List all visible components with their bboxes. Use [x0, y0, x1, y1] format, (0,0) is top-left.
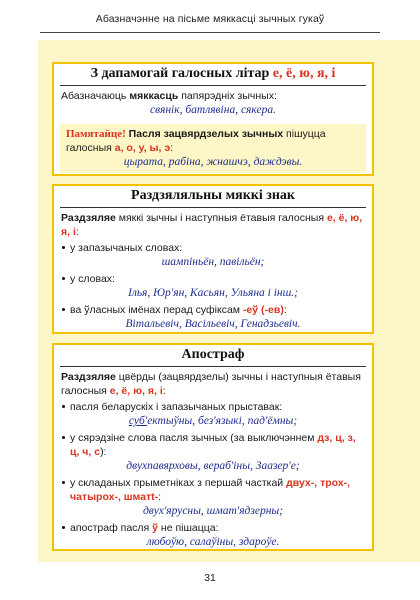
page-number: 31 [204, 572, 216, 584]
apostrophe-bullet-4: апостраф пасля ў не пішацца: [54, 519, 372, 535]
apostrophe-section [52, 343, 374, 551]
vowels-section [52, 62, 374, 176]
apostrophe-bullet-2: у сярэдзіне слова пасля зычных (за выключэннем дз, ц, з, ц, ч, с): [54, 429, 372, 459]
remember-label: Памятайце! [66, 128, 126, 140]
apostrophe-example-2: двухпавярховы, вераб'іны, Заазер'е; [126, 460, 300, 472]
vowels-rule-text: Абазначаюць мяккасць папярэдніх зычных: [61, 90, 277, 102]
vowel-letters: е, ё, ю, я, і [272, 66, 336, 81]
soft-sign-title: Раздзяляльны мяккі знак [60, 186, 366, 208]
soft-sign-example-3: Вітальевіч, Васільевіч, Генадзьевіч. [125, 318, 301, 330]
apostrophe-rule: Раздзяляе цвёрды (зацвярдзелы) зычны і наступныя ётавыя галосныя е, ё, ю, я, і: [61, 371, 361, 397]
vowels-examples: свянік, батлявіна, сякера. [150, 104, 276, 116]
apostrophe-bullet-1: пасля беларускіх і запазычаных прыставак: [54, 398, 372, 414]
soft-sign-rule: Раздзяляе мяккі зычны і наступныя ётавыя галосныя е, ё, ю, я, і: [61, 212, 363, 238]
page-header [0, 0, 420, 40]
remember-examples: цырата, рабіна, жнашчэ, даждэвы. [123, 156, 303, 168]
apostrophe-example-1: суб'ектыўны, без'языкі, пад'ёмны; [128, 415, 298, 427]
remember-note: Памятайце! Пасля зацвярдзелых зычных пішуцца галосныя а, о, у, ы, э: цырата, рабіна, жнашчэ, даждэвы. [60, 124, 366, 173]
vowels-section-title: З дапамогай галосных літар е, ё, ю, я, і [60, 64, 366, 86]
header-rule [40, 32, 380, 33]
header-title: Абазначэнне на пісьме мяккасці зычных гукаў [95, 13, 325, 25]
apostrophe-bullet-3: у складаных прыметніках з першай часткай двух-, трох-, чатырох-, шматt-: [54, 474, 372, 504]
soft-sign-bullet-3: ва ўласных імёнах перад суфіксам -еў (-ев): [54, 301, 372, 317]
apostrophe-example-4: любоўю, салаўіны, здароўе. [146, 536, 280, 548]
apostrophe-example-3: двух'ярусны, шмат'ядзерны; [142, 505, 284, 517]
soft-sign-bullet-2: у словах: [54, 270, 372, 286]
soft-sign-example-1: шампіньён, павільён; [161, 256, 265, 268]
soft-sign-bullet-1: у запазычаных словах: [54, 239, 372, 255]
apostrophe-title: Апостраф [60, 345, 366, 367]
soft-sign-section [52, 184, 374, 334]
soft-sign-example-2: Ілья, Юр'ян, Касьян, Ульяна і інш.; [127, 287, 299, 299]
